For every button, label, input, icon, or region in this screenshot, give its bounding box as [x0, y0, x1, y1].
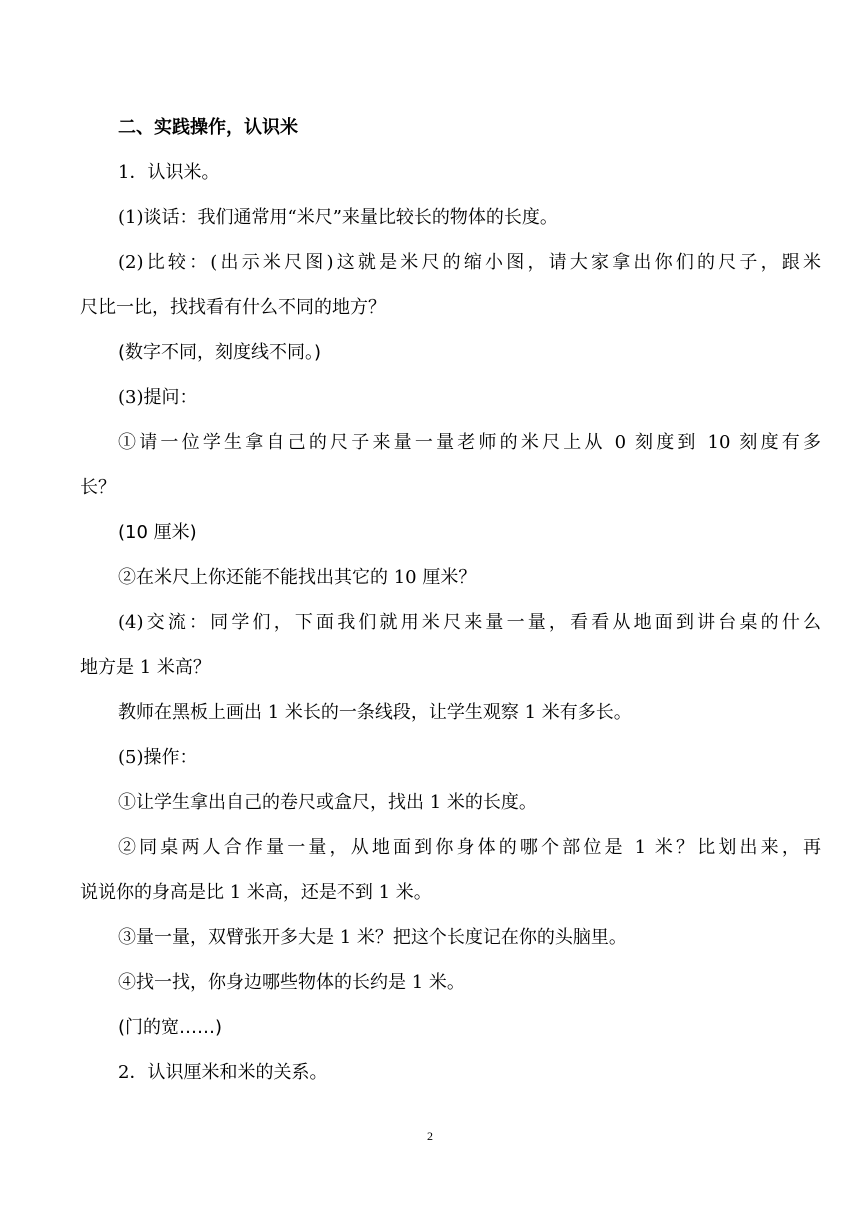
paragraph-line: ①让学生拿出自己的卷尺或盒尺，找出 1 米的长度。	[118, 792, 537, 813]
answer-note: (数字不同，刻度线不同。)	[118, 342, 322, 363]
paragraph-line: ②在米尺上你还能不能找出其它的 10 厘米？	[118, 567, 477, 588]
paragraph-line: ④找一找，你身边哪些物体的长约是 1 米。	[118, 972, 465, 993]
paragraph-line: 说说你的身高是比 1 米高，还是不到 1 米。	[80, 882, 432, 903]
paragraph-line: (5)操作：	[118, 747, 198, 768]
paragraph-line: 地方是 1 米高？	[80, 657, 211, 678]
paragraph-line: 尺比一比，找找看有什么不同的地方？	[80, 297, 386, 318]
paragraph-line: 长？	[80, 477, 116, 498]
paragraph-line: (3)提问：	[118, 387, 198, 408]
paragraph-line: 2．认识厘米和米的关系。	[118, 1062, 328, 1083]
page-number: 2	[427, 1129, 433, 1143]
answer-note: (门的宽……)	[118, 1017, 223, 1038]
paragraph-line: (4)交流：同学们，下面我们就用米尺来量一量，看看从地面到讲台桌的什么	[118, 612, 821, 633]
section-heading: 二、实践操作，认识米	[118, 117, 298, 138]
paragraph-line: 教师在黑板上画出 1 米长的一条线段，让学生观察 1 米有多长。	[118, 702, 632, 723]
paragraph-line: ①请一位学生拿自己的尺子来量一量老师的米尺上从 0 刻度到 10 刻度有多	[118, 432, 821, 453]
paragraph-line: (1)谈话：我们通常用“米尺”来量比较长的物体的长度。	[118, 207, 558, 228]
paragraph-line: ②同桌两人合作量一量，从地面到你身体的哪个部位是 1 米？比划出来，再	[118, 837, 821, 858]
paragraph-line: (2)比较：(出示米尺图)这就是米尺的缩小图，请大家拿出你们的尺子，跟米	[118, 252, 821, 273]
paragraph-line: 1．认识米。	[118, 162, 220, 183]
paragraph-line: ③量一量，双臂张开多大是 1 米？把这个长度记在你的头脑里。	[118, 927, 627, 948]
answer-note: (10 厘米)	[118, 522, 197, 543]
